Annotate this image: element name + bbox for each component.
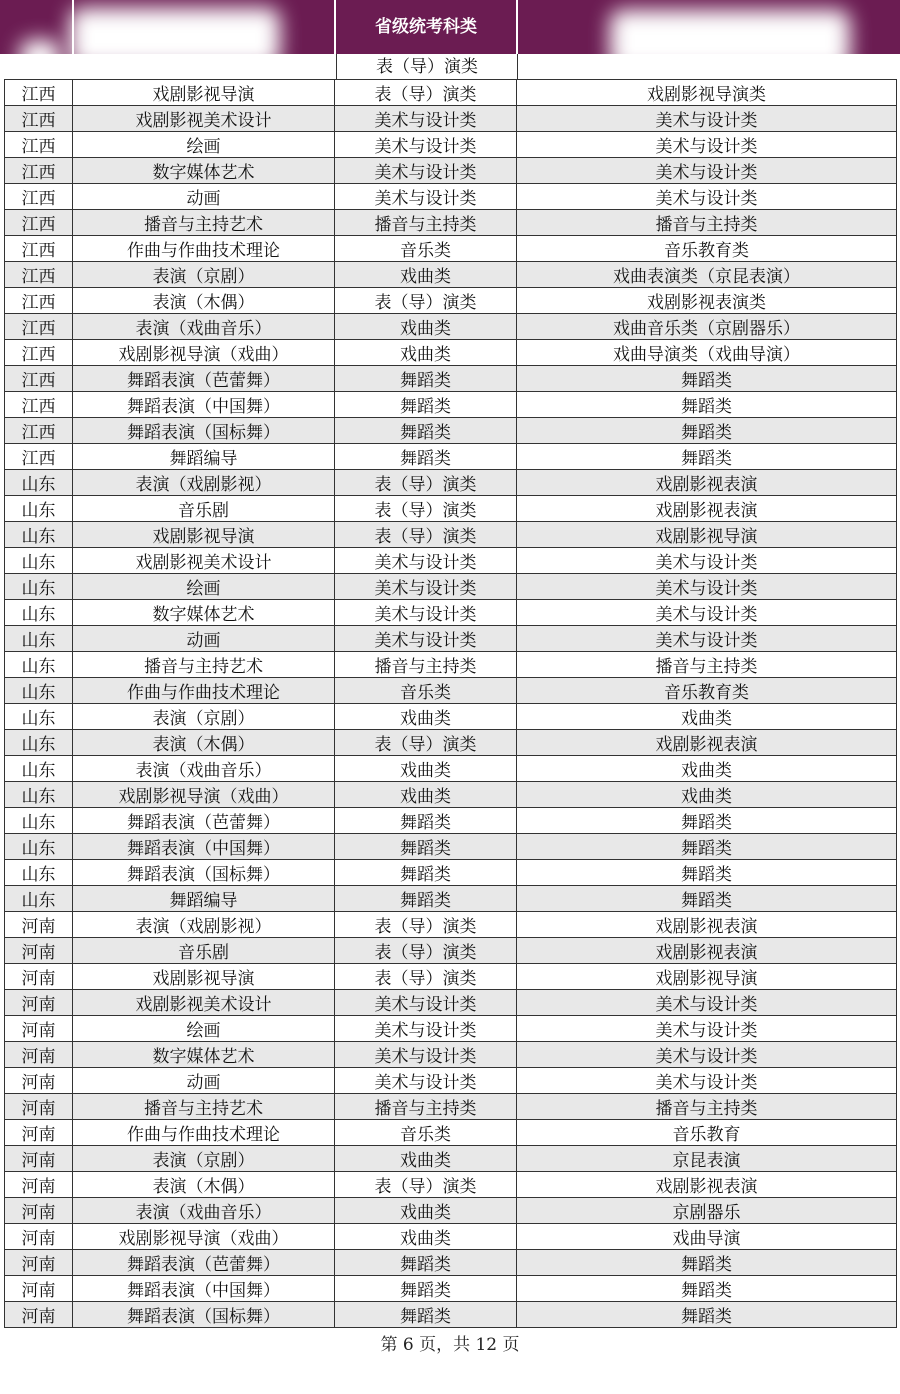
province-cell: 江西 (5, 262, 73, 288)
major-cell: 舞蹈编导 (73, 886, 335, 912)
exam-category-cell: 表（导）演类 (335, 912, 517, 938)
table-row (5, 392, 897, 418)
school-category-cell: 戏剧影视导演 (517, 964, 897, 990)
province-cell: 江西 (5, 418, 73, 444)
province-cell: 江西 (5, 444, 73, 470)
major-cell: 播音与主持艺术 (73, 210, 335, 236)
major-cell: 舞蹈表演（中国舞） (73, 834, 335, 860)
table-row (5, 1198, 897, 1224)
exam-category-cell: 美术与设计类 (335, 1068, 517, 1094)
province-cell: 山东 (5, 496, 73, 522)
major-cell: 绘画 (73, 1016, 335, 1042)
school-category-cell: 舞蹈类 (517, 808, 897, 834)
province-cell: 山东 (5, 652, 73, 678)
table-row (5, 834, 897, 860)
major-cell: 舞蹈表演（国标舞） (73, 418, 335, 444)
school-category-cell: 舞蹈类 (517, 860, 897, 886)
school-category-cell: 美术与设计类 (517, 132, 897, 158)
table-row (5, 782, 897, 808)
school-category-cell: 美术与设计类 (517, 1068, 897, 1094)
province-cell: 河南 (5, 1146, 73, 1172)
exam-category-cell: 表（导）演类 (335, 522, 517, 548)
school-category-cell: 美术与设计类 (517, 574, 897, 600)
table-row (5, 1120, 897, 1146)
province-cell: 山东 (5, 600, 73, 626)
exam-category-cell: 表（导）演类 (335, 1172, 517, 1198)
major-cell: 动画 (73, 184, 335, 210)
major-cell: 舞蹈表演（芭蕾舞） (73, 808, 335, 834)
school-category-cell: 美术与设计类 (517, 548, 897, 574)
school-category-cell: 舞蹈类 (517, 418, 897, 444)
major-cell: 戏剧影视导演 (73, 522, 335, 548)
school-category-cell: 戏剧影视表演 (517, 912, 897, 938)
major-cell: 戏剧影视导演（戏曲） (73, 782, 335, 808)
school-category-cell: 美术与设计类 (517, 106, 897, 132)
major-cell: 数字媒体艺术 (73, 158, 335, 184)
exam-category-cell: 舞蹈类 (335, 1302, 517, 1328)
province-cell: 江西 (5, 366, 73, 392)
exam-category-cell: 美术与设计类 (335, 132, 517, 158)
province-cell: 河南 (5, 1068, 73, 1094)
exam-category-cell: 戏曲类 (335, 1198, 517, 1224)
major-cell: 音乐剧 (73, 496, 335, 522)
major-cell: 作曲与作曲技术理论 (73, 236, 335, 262)
school-category-cell: 美术与设计类 (517, 158, 897, 184)
table-row (5, 236, 897, 262)
major-cell: 绘画 (73, 132, 335, 158)
exam-category-cell: 美术与设计类 (335, 1016, 517, 1042)
major-cell: 作曲与作曲技术理论 (73, 678, 335, 704)
exam-category-cell: 戏曲类 (335, 782, 517, 808)
major-cell: 戏剧影视导演（戏曲） (73, 1224, 335, 1250)
exam-category-cell: 表（导）演类 (335, 80, 517, 106)
exam-category-cell: 戏曲类 (335, 1146, 517, 1172)
province-cell: 江西 (5, 158, 73, 184)
exam-category-cell: 舞蹈类 (335, 366, 517, 392)
table-row (5, 1146, 897, 1172)
table-row (5, 756, 897, 782)
province-cell: 江西 (5, 288, 73, 314)
exam-category-cell: 表（导）演类 (335, 964, 517, 990)
province-cell: 山东 (5, 574, 73, 600)
province-cell: 山东 (5, 704, 73, 730)
major-cell: 动画 (73, 1068, 335, 1094)
redaction-blur (70, 8, 280, 68)
major-category-table (4, 79, 897, 1328)
table-row (5, 1224, 897, 1250)
province-cell: 河南 (5, 1250, 73, 1276)
school-category-cell: 戏剧影视表演类 (517, 288, 897, 314)
table-row (5, 938, 897, 964)
major-cell: 表演（戏剧影视） (73, 912, 335, 938)
exam-category-cell: 戏曲类 (335, 704, 517, 730)
exam-category-cell: 舞蹈类 (335, 418, 517, 444)
exam-category-cell: 舞蹈类 (335, 392, 517, 418)
exam-category-cell: 表（导）演类 (335, 730, 517, 756)
province-cell: 河南 (5, 1094, 73, 1120)
table-row (5, 574, 897, 600)
school-category-cell: 戏曲类 (517, 782, 897, 808)
major-cell: 舞蹈表演（国标舞） (73, 860, 335, 886)
table-row (5, 886, 897, 912)
school-category-cell: 舞蹈类 (517, 392, 897, 418)
table-row (5, 470, 897, 496)
exam-category-cell: 美术与设计类 (335, 106, 517, 132)
school-category-cell: 音乐教育 (517, 1120, 897, 1146)
province-cell: 山东 (5, 522, 73, 548)
exam-category-cell: 戏曲类 (335, 756, 517, 782)
school-category-cell: 音乐教育类 (517, 678, 897, 704)
table-row (5, 1172, 897, 1198)
table-row (5, 626, 897, 652)
province-cell: 河南 (5, 1120, 73, 1146)
table-row (5, 808, 897, 834)
exam-category-cell: 播音与主持类 (335, 652, 517, 678)
table-row (5, 1094, 897, 1120)
major-cell: 表演（京剧） (73, 1146, 335, 1172)
major-cell: 戏剧影视美术设计 (73, 990, 335, 1016)
province-cell: 江西 (5, 314, 73, 340)
table-row (5, 496, 897, 522)
redaction-blur (610, 10, 850, 72)
table-row (5, 522, 897, 548)
province-cell: 山东 (5, 808, 73, 834)
exam-category-cell: 戏曲类 (335, 340, 517, 366)
table-row (5, 184, 897, 210)
exam-category-cell: 戏曲类 (335, 314, 517, 340)
table-row (5, 990, 897, 1016)
table-row (5, 912, 897, 938)
province-cell: 江西 (5, 236, 73, 262)
school-category-cell: 京昆表演 (517, 1146, 897, 1172)
page-footer: 第 6 页，共 12 页 (380, 1335, 520, 1355)
major-cell: 戏剧影视导演（戏曲） (73, 340, 335, 366)
exam-category-cell: 音乐类 (335, 236, 517, 262)
major-cell: 戏剧影视美术设计 (73, 106, 335, 132)
exam-category-cell: 表（导）演类 (335, 288, 517, 314)
province-cell: 河南 (5, 1198, 73, 1224)
major-cell: 数字媒体艺术 (73, 600, 335, 626)
major-cell: 舞蹈表演（芭蕾舞） (73, 1250, 335, 1276)
exam-category-cell: 音乐类 (335, 678, 517, 704)
school-category-cell: 美术与设计类 (517, 990, 897, 1016)
table-row (5, 1068, 897, 1094)
school-category-cell: 戏曲类 (517, 756, 897, 782)
exam-category-cell: 戏曲类 (335, 1224, 517, 1250)
school-category-cell: 戏剧影视表演 (517, 470, 897, 496)
province-cell: 山东 (5, 626, 73, 652)
school-category-cell: 戏曲类 (517, 704, 897, 730)
province-cell: 山东 (5, 886, 73, 912)
table-row (5, 314, 897, 340)
school-category-cell: 美术与设计类 (517, 600, 897, 626)
major-cell: 表演（京剧） (73, 704, 335, 730)
major-cell: 表演（木偶） (73, 288, 335, 314)
province-cell: 河南 (5, 1016, 73, 1042)
redaction-blur (20, 40, 60, 74)
major-cell: 播音与主持艺术 (73, 652, 335, 678)
table-row (5, 1302, 897, 1328)
province-cell: 山东 (5, 834, 73, 860)
exam-category-cell: 舞蹈类 (335, 886, 517, 912)
table-row (5, 80, 897, 106)
exam-category-cell: 美术与设计类 (335, 990, 517, 1016)
school-category-cell: 舞蹈类 (517, 444, 897, 470)
province-cell: 河南 (5, 912, 73, 938)
exam-category-cell: 美术与设计类 (335, 548, 517, 574)
school-category-cell: 舞蹈类 (517, 366, 897, 392)
major-cell: 表演（戏曲音乐） (73, 314, 335, 340)
exam-category-cell: 播音与主持类 (335, 1094, 517, 1120)
table-row (5, 704, 897, 730)
table-row (5, 106, 897, 132)
province-cell: 江西 (5, 106, 73, 132)
school-category-cell: 美术与设计类 (517, 184, 897, 210)
province-cell: 山东 (5, 860, 73, 886)
table-row (5, 1250, 897, 1276)
table-row (5, 600, 897, 626)
major-cell: 舞蹈表演（中国舞） (73, 392, 335, 418)
table-row (5, 340, 897, 366)
table-row (5, 366, 897, 392)
table-row (5, 964, 897, 990)
table-row (5, 860, 897, 886)
exam-category-cell: 美术与设计类 (335, 574, 517, 600)
school-category-cell: 戏剧影视表演 (517, 938, 897, 964)
table-row (5, 678, 897, 704)
table-row (5, 730, 897, 756)
school-category-cell: 戏曲表演类（京昆表演） (517, 262, 897, 288)
table-row (5, 444, 897, 470)
table-row (5, 548, 897, 574)
school-category-cell: 戏曲导演类（戏曲导演） (517, 340, 897, 366)
exam-category-cell: 美术与设计类 (335, 158, 517, 184)
table-row (5, 1016, 897, 1042)
major-cell: 表演（戏曲音乐） (73, 1198, 335, 1224)
exam-category-cell: 美术与设计类 (335, 626, 517, 652)
table-row (5, 652, 897, 678)
exam-category-cell: 戏曲类 (335, 262, 517, 288)
school-category-cell: 戏曲导演 (517, 1224, 897, 1250)
exam-category-cell: 舞蹈类 (335, 1250, 517, 1276)
major-cell: 表演（京剧） (73, 262, 335, 288)
province-cell: 江西 (5, 184, 73, 210)
school-category-cell: 戏剧影视表演 (517, 730, 897, 756)
exam-category-cell: 舞蹈类 (335, 834, 517, 860)
major-cell: 作曲与作曲技术理论 (73, 1120, 335, 1146)
school-category-cell: 舞蹈类 (517, 886, 897, 912)
school-category-cell: 戏剧影视导演类 (517, 80, 897, 106)
province-cell: 河南 (5, 1302, 73, 1328)
major-cell: 音乐剧 (73, 938, 335, 964)
school-category-cell: 美术与设计类 (517, 1016, 897, 1042)
header-exam-category-title: 省级统考科类 (375, 17, 477, 37)
province-cell: 山东 (5, 782, 73, 808)
table-row (5, 132, 897, 158)
school-category-cell: 播音与主持类 (517, 210, 897, 236)
province-cell: 山东 (5, 678, 73, 704)
exam-category-cell: 音乐类 (335, 1120, 517, 1146)
table-row (5, 288, 897, 314)
school-category-cell: 美术与设计类 (517, 1042, 897, 1068)
table-row (5, 1276, 897, 1302)
major-cell: 表演（戏剧影视） (73, 470, 335, 496)
exam-category-cell: 表（导）演类 (335, 496, 517, 522)
exam-category-cell: 表（导）演类 (335, 470, 517, 496)
exam-category-cell: 舞蹈类 (335, 808, 517, 834)
province-cell: 江西 (5, 80, 73, 106)
school-category-cell: 播音与主持类 (517, 1094, 897, 1120)
school-category-cell: 戏剧影视表演 (517, 496, 897, 522)
province-cell: 河南 (5, 1042, 73, 1068)
exam-category-cell: 美术与设计类 (335, 184, 517, 210)
province-cell: 山东 (5, 730, 73, 756)
major-cell: 舞蹈表演（国标舞） (73, 1302, 335, 1328)
school-category-cell: 美术与设计类 (517, 626, 897, 652)
major-cell: 数字媒体艺术 (73, 1042, 335, 1068)
major-cell: 表演（木偶） (73, 1172, 335, 1198)
school-category-cell: 戏曲音乐类（京剧器乐） (517, 314, 897, 340)
school-category-cell: 舞蹈类 (517, 1276, 897, 1302)
school-category-cell: 舞蹈类 (517, 1302, 897, 1328)
header-separator (516, 0, 518, 54)
major-cell: 表演（木偶） (73, 730, 335, 756)
province-cell: 河南 (5, 1276, 73, 1302)
exam-category-cell: 舞蹈类 (335, 1276, 517, 1302)
major-cell: 戏剧影视导演 (73, 964, 335, 990)
table-row (5, 210, 897, 236)
school-category-cell: 播音与主持类 (517, 652, 897, 678)
province-cell: 河南 (5, 990, 73, 1016)
province-cell: 江西 (5, 132, 73, 158)
exam-category-cell: 表（导）演类 (335, 938, 517, 964)
major-cell: 播音与主持艺术 (73, 1094, 335, 1120)
major-cell: 舞蹈编导 (73, 444, 335, 470)
exam-category-cell: 舞蹈类 (335, 860, 517, 886)
major-cell: 戏剧影视美术设计 (73, 548, 335, 574)
province-cell: 江西 (5, 340, 73, 366)
exam-category-cell: 播音与主持类 (335, 210, 517, 236)
province-cell: 河南 (5, 1172, 73, 1198)
exam-category-cell: 美术与设计类 (335, 1042, 517, 1068)
major-cell: 舞蹈表演（中国舞） (73, 1276, 335, 1302)
table-row (5, 1042, 897, 1068)
province-cell: 山东 (5, 756, 73, 782)
province-cell: 江西 (5, 210, 73, 236)
province-cell: 河南 (5, 1224, 73, 1250)
major-cell: 动画 (73, 626, 335, 652)
school-category-cell: 京剧器乐 (517, 1198, 897, 1224)
major-cell: 表演（戏曲音乐） (73, 756, 335, 782)
major-cell: 戏剧影视导演 (73, 80, 335, 106)
school-category-cell: 音乐教育类 (517, 236, 897, 262)
school-category-cell: 舞蹈类 (517, 1250, 897, 1276)
table-row (5, 418, 897, 444)
province-cell: 河南 (5, 964, 73, 990)
province-cell: 山东 (5, 548, 73, 574)
province-cell: 山东 (5, 470, 73, 496)
exam-category-cell: 美术与设计类 (335, 600, 517, 626)
partial-row-exam-category: 表（导）演类 (336, 54, 518, 80)
table-row (5, 158, 897, 184)
table-row (5, 262, 897, 288)
exam-category-cell: 舞蹈类 (335, 444, 517, 470)
school-category-cell: 舞蹈类 (517, 834, 897, 860)
school-category-cell: 戏剧影视表演 (517, 1172, 897, 1198)
province-cell: 河南 (5, 938, 73, 964)
school-category-cell: 戏剧影视导演 (517, 522, 897, 548)
major-cell: 舞蹈表演（芭蕾舞） (73, 366, 335, 392)
province-cell: 江西 (5, 392, 73, 418)
major-cell: 绘画 (73, 574, 335, 600)
